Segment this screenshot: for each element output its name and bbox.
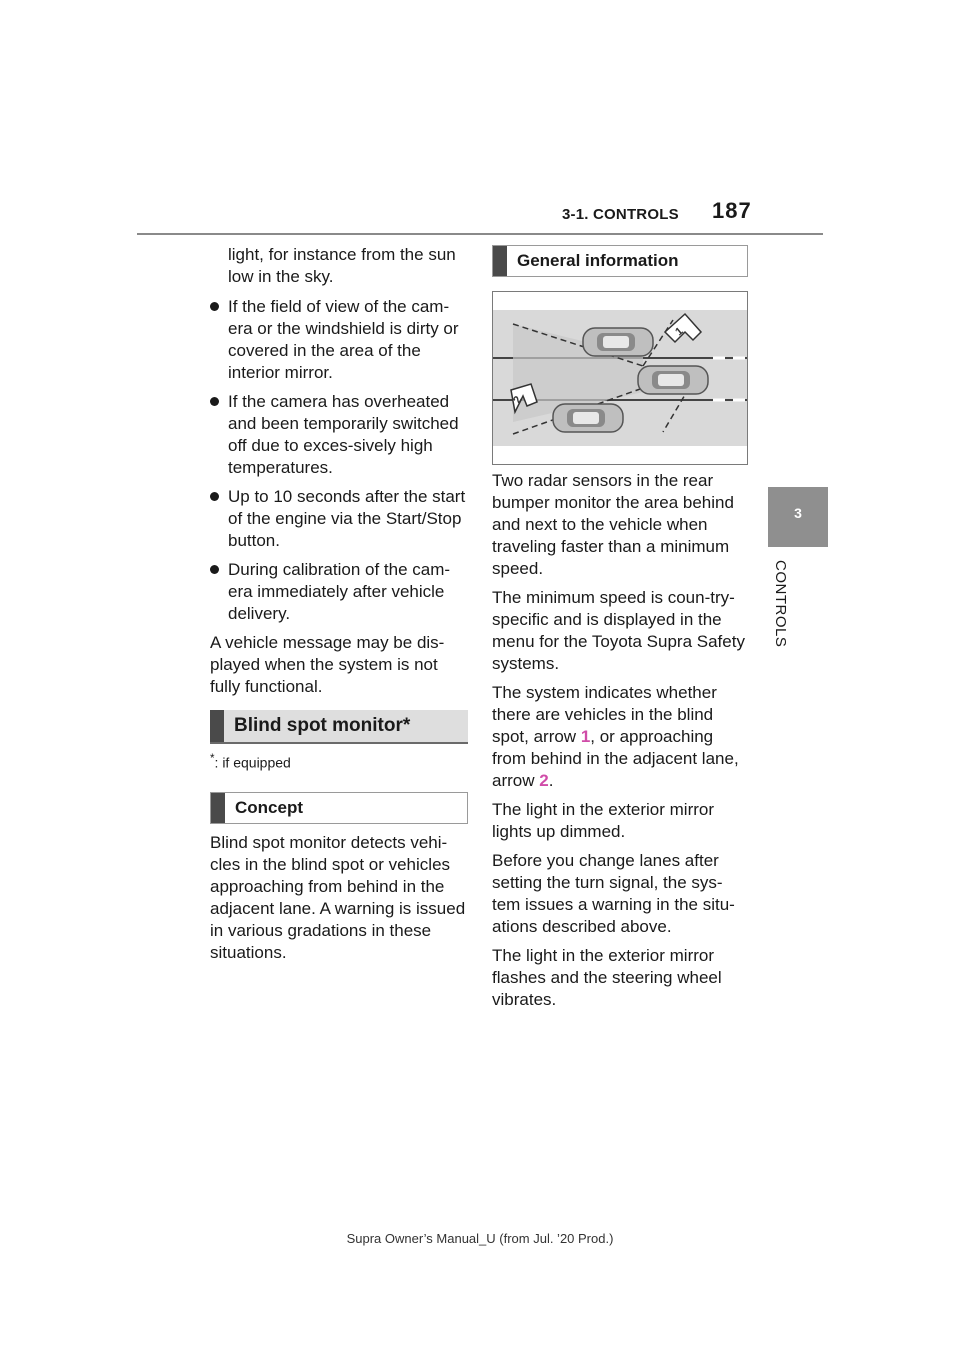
- page-number: 187: [712, 198, 752, 223]
- minimum-speed-paragraph: The minimum speed is coun-try-specific and is displayed in the menu for the Toyota Supra Safety systems.: [492, 588, 745, 673]
- heading-marker: [493, 246, 507, 276]
- bullet-icon: [210, 397, 219, 406]
- arrow-ref-1: 1: [580, 727, 591, 746]
- bullet-icon: [210, 302, 219, 311]
- arrow-2-label: 2: [511, 394, 525, 406]
- car-own: [638, 366, 708, 394]
- bullet-icon: [210, 565, 219, 574]
- manual-footer: Supra Owner’s Manual_U (from Jul. ’20 Prod.): [346, 1231, 614, 1246]
- section-title: 3-1. CONTROLS: [562, 206, 679, 223]
- concept-paragraph: Blind spot monitor detects vehi-cles in the blind spot or vehicles approaching from behind in the adjacent lane. A warning is issued in various gradations in these situations.: [210, 833, 466, 962]
- car-lower: [553, 404, 623, 432]
- continued-text: light, for instance from the sun low in the sky.: [228, 245, 456, 286]
- chapter-tab-label: CONTROLS: [772, 560, 789, 648]
- arrow-ref-2: 2: [539, 771, 549, 790]
- blind-spot-diagram: [492, 291, 748, 465]
- bullet-icon: [210, 492, 219, 501]
- equipment-footnote: *: if equipped: [210, 752, 291, 771]
- arrow-1-label: 1: [673, 325, 686, 339]
- list-item: Up to 10 seconds after the start of the engine via the Start/Stop button.: [210, 486, 468, 552]
- chapter-tab-number: 3: [794, 505, 802, 521]
- list-item: If the camera has overheated and been temporarily switched off due to exces-sively high temperatures.: [210, 391, 468, 479]
- blind-spot-monitor-heading: Blind spot monitor*: [210, 710, 468, 744]
- condition-list-wrap: [210, 296, 468, 705]
- indication-paragraph: The system indicates whether there are vehicles in the blind spot, arrow 1, or approaching from behind in the adjacent lane, arrow 2.: [492, 683, 739, 790]
- lane-change-paragraph: Before you change lanes after setting the turn signal, the sys-tem issues a warning in the situ-ations described above.: [492, 851, 735, 936]
- vehicle-message-paragraph: A vehicle message may be dis-played when the system is not fully functional.: [210, 633, 445, 696]
- heading-marker: [210, 710, 224, 742]
- road-illustration: [493, 292, 747, 464]
- general-info-text: [492, 470, 748, 1018]
- condition-list: [210, 296, 468, 625]
- heading-marker: [211, 793, 225, 823]
- mirror-dimmed-paragraph: The light in the exterior mirror lights up dimmed.: [492, 800, 715, 841]
- concept-heading: Concept: [210, 792, 468, 824]
- car-upper: [583, 328, 653, 356]
- radar-paragraph: Two radar sensors in the rear bumper monitor the area behind and next to the vehicle when traveling faster than a minimum speed.: [492, 471, 734, 578]
- mirror-flash-paragraph: The light in the exterior mirror flashes and the steering wheel vibrates.: [492, 946, 722, 1009]
- general-information-heading: General information: [492, 245, 748, 277]
- list-item: During calibration of the cam-era immediately after vehicle delivery.: [210, 559, 468, 625]
- list-item: If the field of view of the cam-era or the windshield is dirty or covered in the area of the interior mirror.: [210, 296, 468, 384]
- header-rule: [137, 233, 823, 235]
